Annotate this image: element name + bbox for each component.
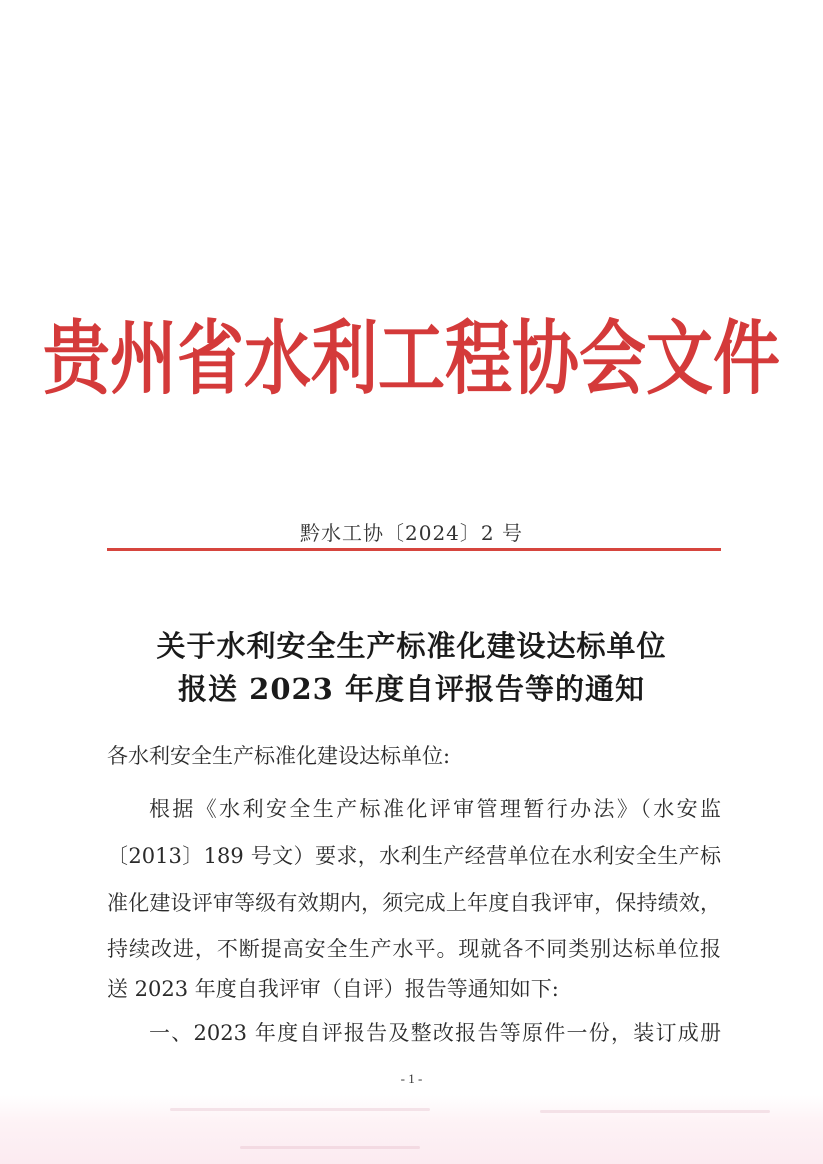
body-line-1: 根据《水利安全生产标准化评审管理暂行办法》（水安监 — [149, 797, 721, 821]
notice-title-line-2: 报送 2023 年度自评报告等的通知 — [178, 672, 645, 706]
masthead-title: 贵州省水利工程协会文件 — [43, 311, 780, 406]
notice-title-line-1: 关于水利安全生产标准化建设达标单位 — [156, 629, 667, 663]
body-line-6: 一、2023 年度自评报告及整改报告等原件一份，装订成册 — [149, 1021, 721, 1045]
scan-bleed-through — [0, 1095, 823, 1164]
scan-streak — [240, 1146, 420, 1149]
salutation: 各水利安全生产标准化建设达标单位: — [107, 744, 451, 768]
document-number: 黔水工协〔2024〕2 号 — [300, 521, 523, 545]
body-line-5: 送 2023 年度自我评审（自评）报告等通知如下: — [107, 977, 559, 1001]
red-divider — [107, 548, 721, 551]
body-line-4: 持续改进，不断提高安全生产水平。现就各不同类别达标单位报 — [107, 937, 721, 961]
scan-streak — [170, 1108, 430, 1111]
page-number: - 1 - — [400, 1071, 423, 1086]
body-line-2: 〔2013〕189 号文）要求，水利生产经营单位在水利安全生产标 — [107, 844, 721, 868]
scan-streak — [540, 1110, 770, 1113]
body-line-3: 准化建设评审等级有效期内，须完成上年度自我评审，保持绩效， — [107, 891, 721, 915]
